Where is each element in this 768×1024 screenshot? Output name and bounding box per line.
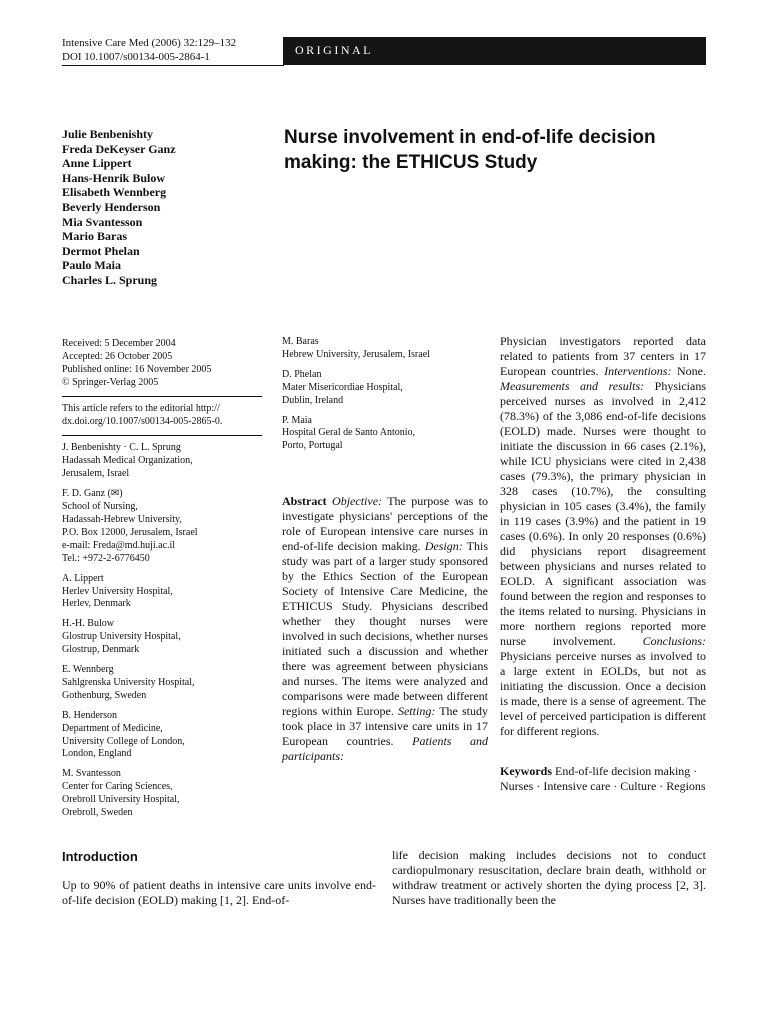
email-line: e-mail: Freda@md.huji.ac.il [62, 539, 176, 551]
journal-citation [62, 36, 236, 64]
affiliation [62, 664, 262, 703]
left-sidebar [62, 338, 262, 827]
objective-label: Objective: [332, 494, 383, 508]
article-title: Nurse involvement in end-of-life decision making: the ETHICUS Study [284, 127, 656, 173]
header-divider [62, 65, 284, 66]
accepted-date: Accepted: 26 October 2005 [62, 350, 173, 362]
affiliation-line: Hebrew University, Jerusalem, Israel [282, 348, 430, 360]
copyright: © Springer-Verlag 2005 [62, 376, 159, 388]
divider [62, 396, 262, 397]
affiliation-line: Gothenburg, Sweden [62, 689, 147, 701]
author: Freda DeKeyser Ganz [62, 141, 176, 156]
interventions-text: None. [677, 364, 707, 378]
dates-block [62, 338, 262, 390]
affiliation-names: E. Wennberg [62, 664, 114, 676]
affiliation-line: University College of London, [62, 735, 185, 747]
design-text: This study was part of a larger study sponsored by the Ethics Section of the European Society of Intensive Care Medicine, the ETHICUS Study. Physicians described whether they thought nurses were involved in such decisions, whether nurses initiated such a discussion and whether there was agreement between physicians and nurses. The items were analyzed and comparisons were made between different regions within Europe. [282, 539, 488, 718]
keywords-text: End-of-life decision making · Nurses · Intensive care · Culture · Regions [500, 764, 706, 793]
affiliation [62, 573, 262, 612]
affiliation-line: School of Nursing, [62, 501, 138, 513]
affiliation-line: Porto, Portugal [282, 440, 343, 452]
affiliation-line: Hadassah-Hebrew University, [62, 513, 182, 525]
author: Anne Lippert [62, 156, 132, 171]
affiliation-line: Jerusalem, Israel [62, 468, 130, 480]
affiliation [282, 336, 482, 362]
section-banner [283, 37, 706, 65]
author: Paulo Maia [62, 258, 121, 273]
keywords-label: Keywords [500, 764, 552, 778]
affiliation-line: Center for Caring Sciences, [62, 781, 173, 793]
author: Mia Svantesson [62, 214, 143, 229]
affiliation [62, 710, 262, 762]
objective-text: The purpose was to investigate physicians' perceptions of the role of European intensive care nurses in end-of-life decision making. [282, 494, 488, 553]
author: Mario Baras [62, 229, 127, 244]
results-text: Physicians perceived nurses as involved in 2,412 (78.3%) of the 3,086 end-of-life decisions (EOLD) made. Nurses were thought to initiate the discussion in 66 cases (2.1%), while ICU physicians were cited in 2,438 cases (79.3%), the primary physician in 328 cases (10.7%), the consulting physician in 105 cases (3.4%), the family in 119 cases (3.9%) and the patient in 19 cases (0.6%). In only 20 responses (0.6%) did physicians report disagreement between physicians and nurses related to EOLD. A significant association was found between the region and responses to the items related to nursing. Physicians in more northern regions reported more nurse involvement. [500, 379, 707, 648]
affiliation-line: Herlev University Hospital, [62, 585, 173, 597]
affiliation-names: D. Phelan [282, 368, 322, 380]
received-date: Received: 5 December 2004 [62, 338, 176, 349]
setting-label: Setting: [397, 704, 436, 718]
introduction-text-col1: Up to 90% of patient deaths in intensive care units involve end-of-life decision (EOLD) making [1, 2]. End-of- [62, 878, 376, 907]
author: Julie Benbenishty [62, 127, 154, 141]
affiliation-line: Herlev, Denmark [62, 598, 131, 610]
affiliation-names: M. Svantesson [62, 768, 121, 780]
introduction-heading: Introduction [62, 849, 138, 864]
affiliation [62, 618, 262, 657]
introduction-text-col2: life decision making includes decisions not to conduct cardiopulmonary resuscitation, declare brain death, withhold or withdraw treatment or actively shorten the dying process [2, 3]. Nurses have traditionally been the [392, 848, 706, 907]
section-label: ORIGINAL [295, 43, 373, 57]
affiliation-line: P.O. Box 12000, Jerusalem, Israel [62, 526, 198, 538]
author: Charles L. Sprung [62, 272, 158, 287]
phone-line: Tel.: +972-2-6776450 [62, 552, 150, 564]
published-date: Published online: 16 November 2005 [62, 363, 212, 375]
affiliation [282, 369, 482, 408]
affiliation-names: J. Benbenishty · C. L. Sprung [62, 442, 181, 454]
interventions-label: Interventions: [604, 364, 672, 378]
affiliation-line: Department of Medicine, [62, 722, 163, 734]
affiliation-line: Dublin, Ireland [282, 394, 344, 406]
affiliation-names: M. Baras [282, 336, 319, 347]
keywords [500, 764, 706, 794]
affiliation-names: B. Henderson [62, 709, 117, 721]
author: Beverly Henderson [62, 199, 161, 214]
abstract-label: Abstract [282, 494, 327, 508]
affiliation [62, 442, 262, 481]
design-label: Design: [424, 539, 463, 553]
conclusions-text: Physicians perceive nurses as involved to a large extent in EOLDs, but not as initiating the discussion. Once a decision is made, there is a sense of agreement. The level of perceived participation is different for different regions. [500, 649, 706, 738]
affiliation-names: F. D. Ganz (✉) [62, 488, 123, 500]
author: Elisabeth Wennberg [62, 185, 167, 200]
affiliation-names: P. Maia [282, 414, 312, 426]
affiliation-line: Hospital Geral de Santo Antonio, [282, 427, 416, 439]
abstract-column-1 [282, 494, 488, 764]
author: Hans-Henrik Bulow [62, 170, 166, 185]
doi-line: DOI 10.1007/s00134-005-2864-1 [62, 51, 210, 63]
abstract-column-2 [500, 334, 706, 739]
affiliation-names: H.-H. Bulow [62, 618, 114, 630]
editorial-note: This article refers to the editorial http:// dx.doi.org/10.1007/s00134-005-2865-0. [62, 402, 223, 427]
affiliation [62, 488, 262, 565]
affiliation-line: London, England [62, 748, 132, 760]
mid-affiliations [282, 336, 482, 460]
affiliation-line: Orebroll University Hospital, [62, 794, 180, 806]
affiliation-line: Hadassah Medical Organization, [62, 455, 193, 467]
patients-text: Physician investigators reported data related to patients from 37 centers in 17 European countries. [500, 334, 706, 378]
affiliation-line: Sahlgrenska University Hospital, [62, 676, 195, 688]
affiliation-names: A. Lippert [62, 572, 104, 584]
results-label: Measurements and results: [500, 379, 645, 393]
patients-label: Patients and participants: [282, 734, 489, 763]
affiliation-line: Mater Misericordiae Hospital, [282, 381, 403, 393]
author-list [62, 127, 176, 288]
author: Dermot Phelan [62, 243, 140, 258]
affiliation [62, 768, 262, 820]
setting-text: The study took place in 37 intensive care units in 17 European countries. [282, 704, 488, 748]
conclusions-label: Conclusions: [642, 634, 707, 648]
affiliation [282, 415, 482, 454]
journal-line: Intensive Care Med (2006) 32:129–132 [62, 37, 237, 49]
affiliation-line: Glostrup University Hospital, [62, 631, 181, 643]
affiliation-line: Glostrup, Denmark [62, 644, 140, 656]
affiliation-line: Orebroll, Sweden [62, 807, 133, 819]
divider [62, 435, 262, 436]
